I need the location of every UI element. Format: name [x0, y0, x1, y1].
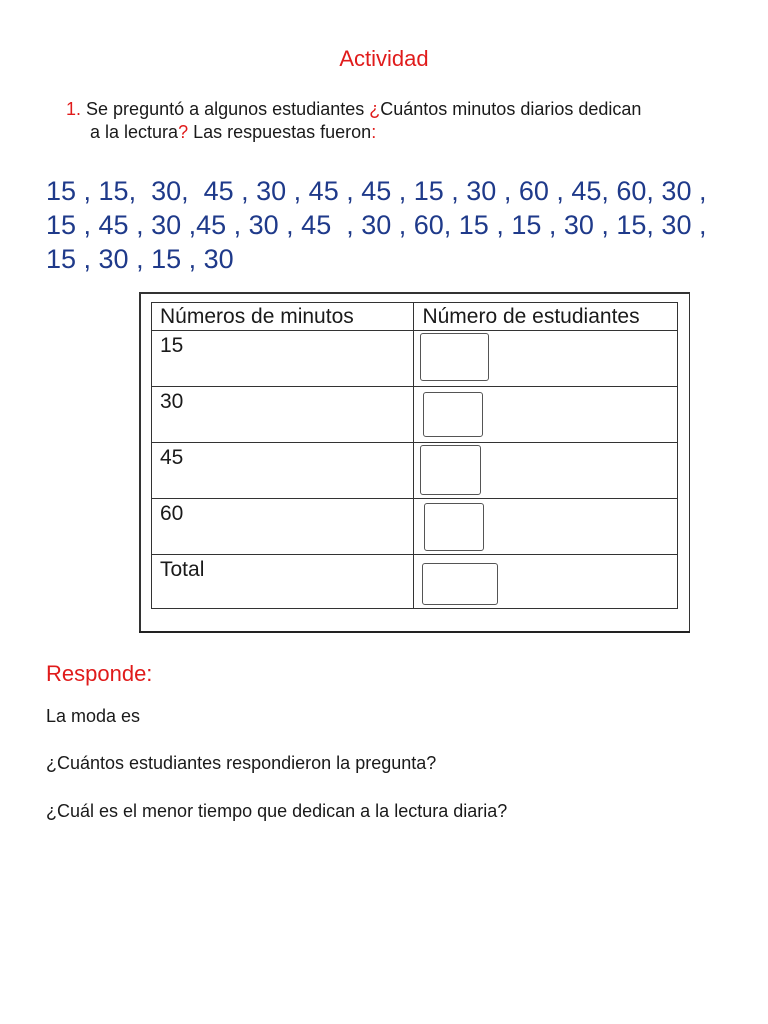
prompt-student-count: ¿Cuántos estudiantes respondieron la pregunta? — [46, 753, 437, 773]
answer-box-60[interactable] — [424, 503, 484, 551]
question-1 — [66, 98, 736, 144]
question-text-part1: Se preguntó a algunos estudiantes — [86, 99, 370, 119]
prompt-min-time: ¿Cuál es el menor tiempo que dedican a la lectura diaria? — [46, 801, 508, 821]
question-line-2 — [66, 121, 736, 144]
row-label-45: 45 — [152, 443, 414, 499]
row-value-cell — [414, 331, 678, 387]
answer-box-total[interactable] — [422, 563, 498, 605]
question-open-mark: ¿ — [369, 99, 381, 119]
data-line-2: 15 , 45 , 30 ,45 , 30 , 45 , 30 , 60, 15 , 15 , 30 , 15, 30 , — [46, 210, 707, 240]
row-value-cell — [414, 443, 678, 499]
data-line-1: 15 , 15, 30, 45 , 30 , 45 , 45 , 15 , 30 , 60 , 45, 60, 30 , — [46, 176, 707, 206]
prompt-mode: La moda es — [46, 706, 141, 726]
question-text-part4: Las respuestas fueron — [188, 122, 372, 142]
answer-box-30[interactable] — [423, 392, 483, 437]
row-value-cell — [414, 499, 678, 555]
answer-box-15[interactable] — [420, 333, 489, 381]
question-number: 1. — [66, 99, 82, 119]
table-row — [152, 499, 678, 555]
data-line-3: 15 , 30 , 15 , 30 — [46, 244, 234, 274]
question-colon: : — [371, 122, 377, 142]
table-row — [152, 331, 678, 387]
table-header-row — [152, 303, 678, 331]
row-label-60: 60 — [152, 499, 414, 555]
question-text-part3: a la lectura — [90, 122, 179, 142]
activity-title: Actividad — [339, 46, 429, 71]
table-row — [152, 387, 678, 443]
row-label-15: 15 — [152, 331, 414, 387]
header-minutes: Números de minutos — [152, 303, 414, 331]
table-row — [152, 555, 678, 609]
row-label-total: Total — [152, 555, 414, 609]
header-students: Número de estudiantes — [414, 303, 678, 331]
row-value-cell — [414, 387, 678, 443]
table-row — [152, 443, 678, 499]
answer-box-45[interactable] — [420, 445, 481, 495]
responde-title: Responde: — [46, 661, 153, 686]
frequency-table — [151, 302, 678, 609]
row-label-30: 30 — [152, 387, 414, 443]
question-close-mark: ? — [178, 122, 189, 142]
row-value-cell — [414, 555, 678, 609]
question-text-part2: Cuántos minutos diarios dedican — [380, 99, 642, 119]
